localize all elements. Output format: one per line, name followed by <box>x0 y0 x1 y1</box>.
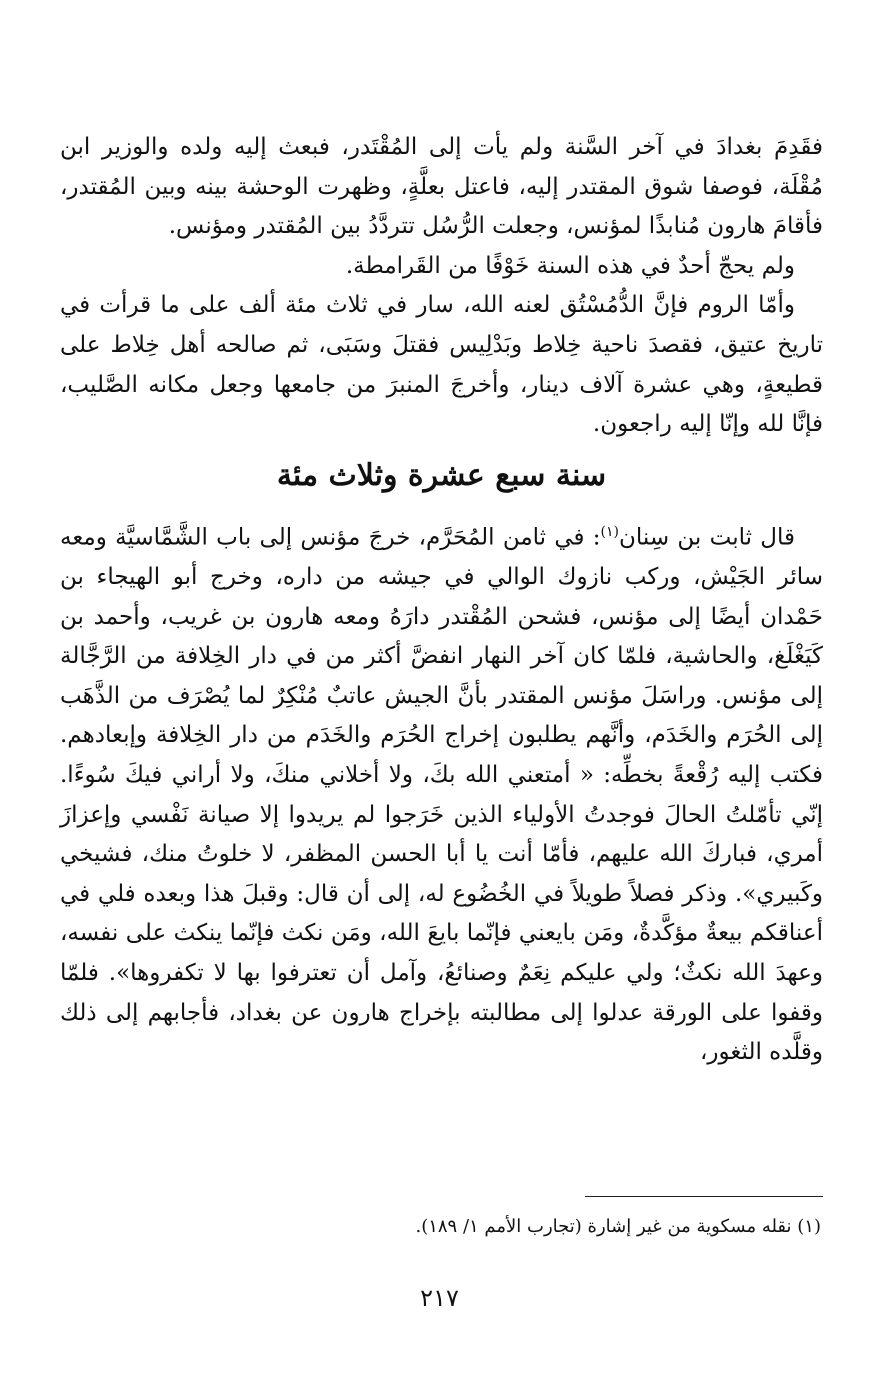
footnote-marker: (١) <box>600 523 620 540</box>
footnote: (١) نقله مسكوية من غير إشارة (تجارب الأمم ١/ ١٨٩). <box>415 1216 821 1237</box>
paragraph-3: وأمّا الروم فإنَّ الدُّمُسْتُق لعنه الله، سار في ثلاث مئة ألف على ما قرأت في تاريخ عتيق، فقصدَ ناحية خِلاط وبَدْلِيس فقتلَ وسَبَى، ثم صالحه أهل خِلاط على قطيعةٍ، وهي عشرة آلاف دينار، وأخرجَ المنبرَ من جامعها وجعل مكانه الصَّليب، فإنَّا لله وإنّا إليه راجعون. <box>60 292 823 438</box>
main-paragraph-opening: قال ثابت بن سِنان <box>619 524 795 551</box>
main-paragraph-body: : في ثامن المُحَرَّم، خرجَ مؤنس إلى باب الشَّمَّاسيَّة ومعه سائر الجَيْش، وركب نازوك الوالي في جيشه من داره، وخرج أبو الهيجاء بن حَمْدان أيضًا إلى مؤنس، فشحن المُقْتدر دارَهُ ومعه هارون بن غريب، وأحمد بن كَيَغْلَغ، والحاشية، فلمّا كان آخر النهار انفضَّ أكثر من في دار الخِلافة من الرَّجَّالة إلى مؤنس. وراسَلَ مؤنس المقتدر بأنَّ الجيش عاتبٌ مُنْكِرٌ لما يُصْرَف من الذَّهَب إلى الحُرَم والخَدَم، وأنَّهم يطلبون إخراج الحُرَم والخَدَم من دار الخِلافة وإبعادهم. فكتب إليه رُقْعةً بخطِّه: « أمتعني الله بكَ، ولا أخلاني منكَ، ولا أراني فيكَ سُوءًا. إنّي تأمّلتُ الحالَ فوجدتُ الأولياء الذين خَرَجوا لم يريدوا إلا صيانة نَفْسي وإعزازَ أمري، فباركَ الله عليهم، فأمّا أنت يا أبا الحسن المظفر، لا خلوتُ منك، فشيخي وكَبيري». وذكر فصلاً طويلاً في الخُضُوع له، إلى أن قال: وقبلَ هذا وبعده فلي في أعناقكم بيعةٌ مؤكَّدةٌ، ومَن بايعني فإنّما بايعَ الله، ومَن نكث فإنّما ينكث على نفسه، وعهدَ الله نكثٌ؛ ولي عليكم نِعَمٌ وصنائعُ، وآمل أن تعترفوا بها لا تكفروها». فلمّا وقفوا على الورقة عدلوا إلى مطالبته بإخراج هارون عن بغداد، فأجابهم إلى ذلك وقلَّده الثغور، <box>60 524 823 1066</box>
main-paragraph <box>60 513 823 1073</box>
page-number: ٢١٧ <box>420 1284 459 1312</box>
section-heading: سنة سبع عشرة وثلاث مئة <box>276 457 607 493</box>
footnote-divider <box>585 1196 823 1197</box>
paragraph-1: فقَدِمَ بغدادَ في آخر السَّنة ولم يأت إلى المُقْتَدر، فبعث إليه ولده والوزير ابن مُقْلَة، فوصفا شوق المقتدر إليه، فاعتل بعلَّةٍ، وظهرت الوحشة بينه وبين المُقتدر، فأقامَ هارون مُنابذًا لمؤنس، وجعلت الرُّسُل تتردَّدُ بين المُقتدر ومؤنس. <box>60 134 823 240</box>
paragraph-2: ولم يحجّ أحدٌ في هذه السنة خَوْفًا من القَرامطة. <box>345 252 795 279</box>
